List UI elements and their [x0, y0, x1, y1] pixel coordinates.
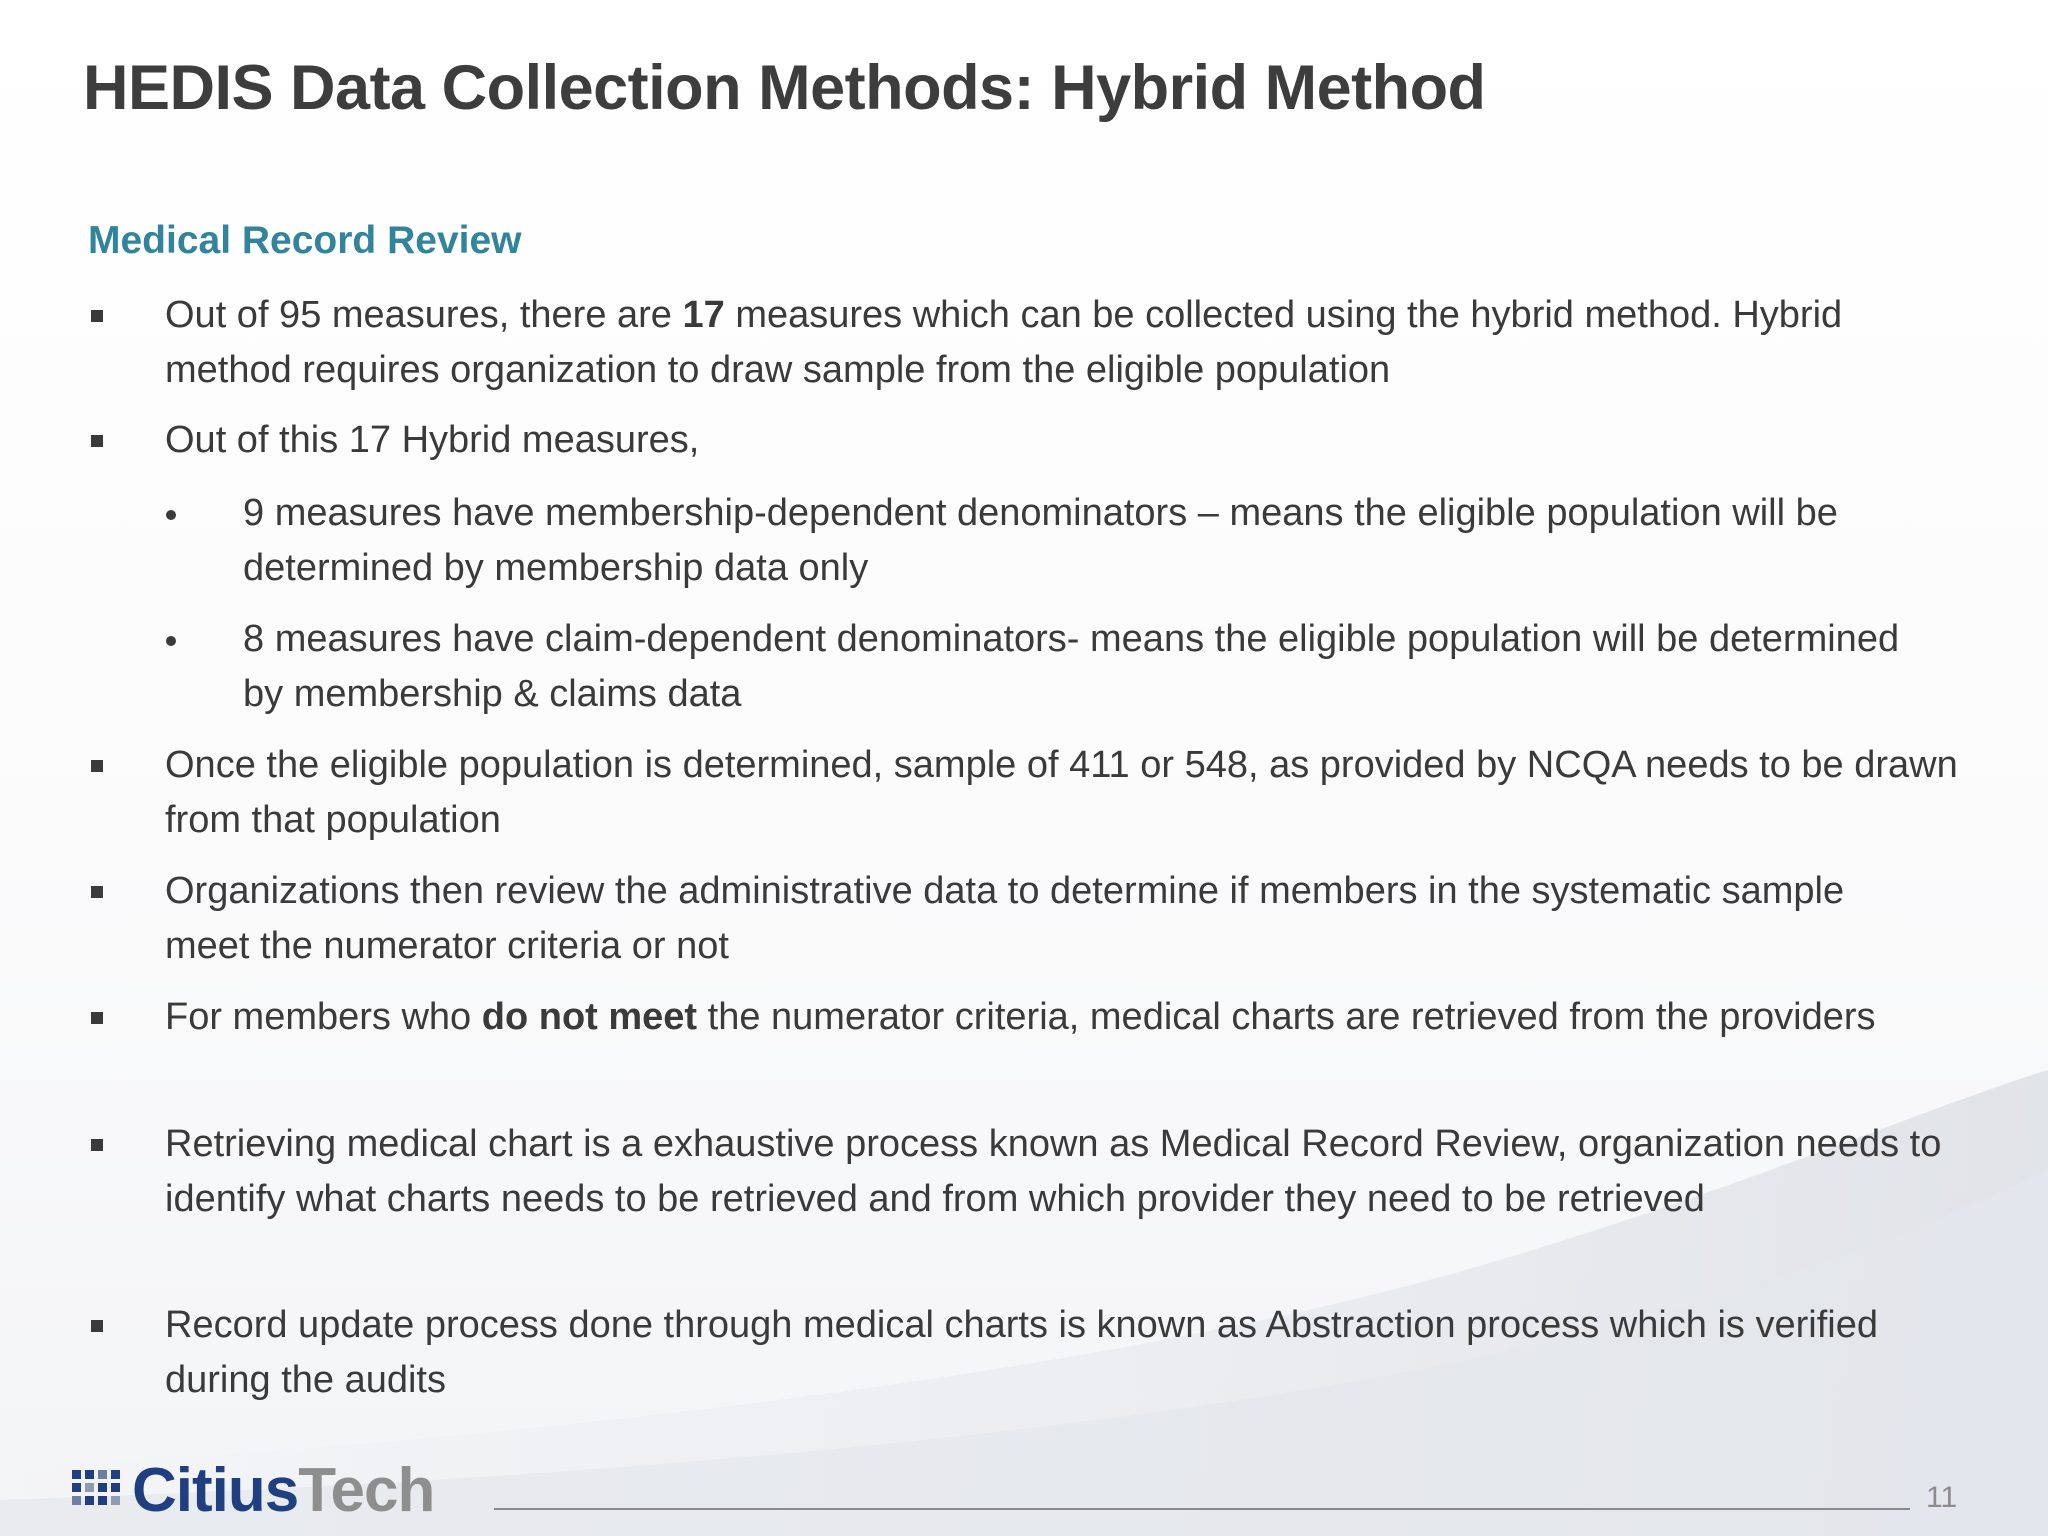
bullet-text: Record update process done through medical charts is known as Abstraction process which is verified during the audits [165, 1304, 1878, 1401]
square-bullet-icon [91, 288, 103, 322]
bullet-item [165, 288, 1965, 398]
bullet-item [165, 1117, 1945, 1227]
bullet-text: Organizations then review the administrative data to determine if members in the systematic sample meet the numerator criteria or not [165, 870, 1845, 967]
square-bullet-icon [91, 738, 103, 772]
section-heading: Medical Record Review [88, 219, 522, 262]
sub-bullet-item [243, 612, 1903, 722]
round-bullet-icon [166, 486, 176, 520]
citiustech-grid-logo-icon [72, 1466, 122, 1516]
sub-bullet-text: 8 measures have claim-dependent denominators- means the eligible population will be determined by membership & claims data [243, 618, 1900, 715]
round-bullet-icon [166, 612, 176, 646]
citiustech-logo [72, 1456, 434, 1526]
bullet-item [165, 1298, 1925, 1408]
page-number: 11 [1926, 1481, 1958, 1514]
bullet-text: For members who do not meet the numerator criteria, medical charts are retrieved from the providers [165, 996, 1876, 1038]
bullet-text: Once the eligible population is determined, sample of 411 or 548, as provided by NCQA needs to be drawn from that population [165, 744, 1958, 841]
bullet-item [165, 738, 1975, 848]
bullet-text: Retrieving medical chart is a exhaustive process known as Medical Record Review, organization needs to identify what charts needs to be retrieved and from which provider they need to be retrieved [165, 1123, 1942, 1220]
bullet-text: Out of 95 measures, there are 17 measures which can be collected using the hybrid method. Hybrid method requires organization to draw sample from the eligible population [165, 294, 1843, 391]
bullet-item [165, 413, 1965, 468]
square-bullet-icon [91, 413, 103, 447]
bullet-item [165, 990, 1925, 1045]
sub-bullet-text: 9 measures have membership-dependent denominators – means the eligible population will be determined by membership data only [243, 492, 1838, 589]
logo-wordmark: CitiusTech [132, 1456, 435, 1525]
square-bullet-icon [91, 1298, 103, 1332]
square-bullet-icon [91, 1117, 103, 1151]
square-bullet-icon [91, 990, 103, 1024]
bullet-text: Out of this 17 Hybrid measures, [165, 419, 700, 461]
slide-title: HEDIS Data Collection Methods: Hybrid Method [83, 53, 1486, 123]
sub-bullet-item [243, 486, 1973, 596]
square-bullet-icon [91, 864, 103, 898]
bullet-item [165, 864, 1925, 974]
footer-divider [494, 1508, 1910, 1510]
